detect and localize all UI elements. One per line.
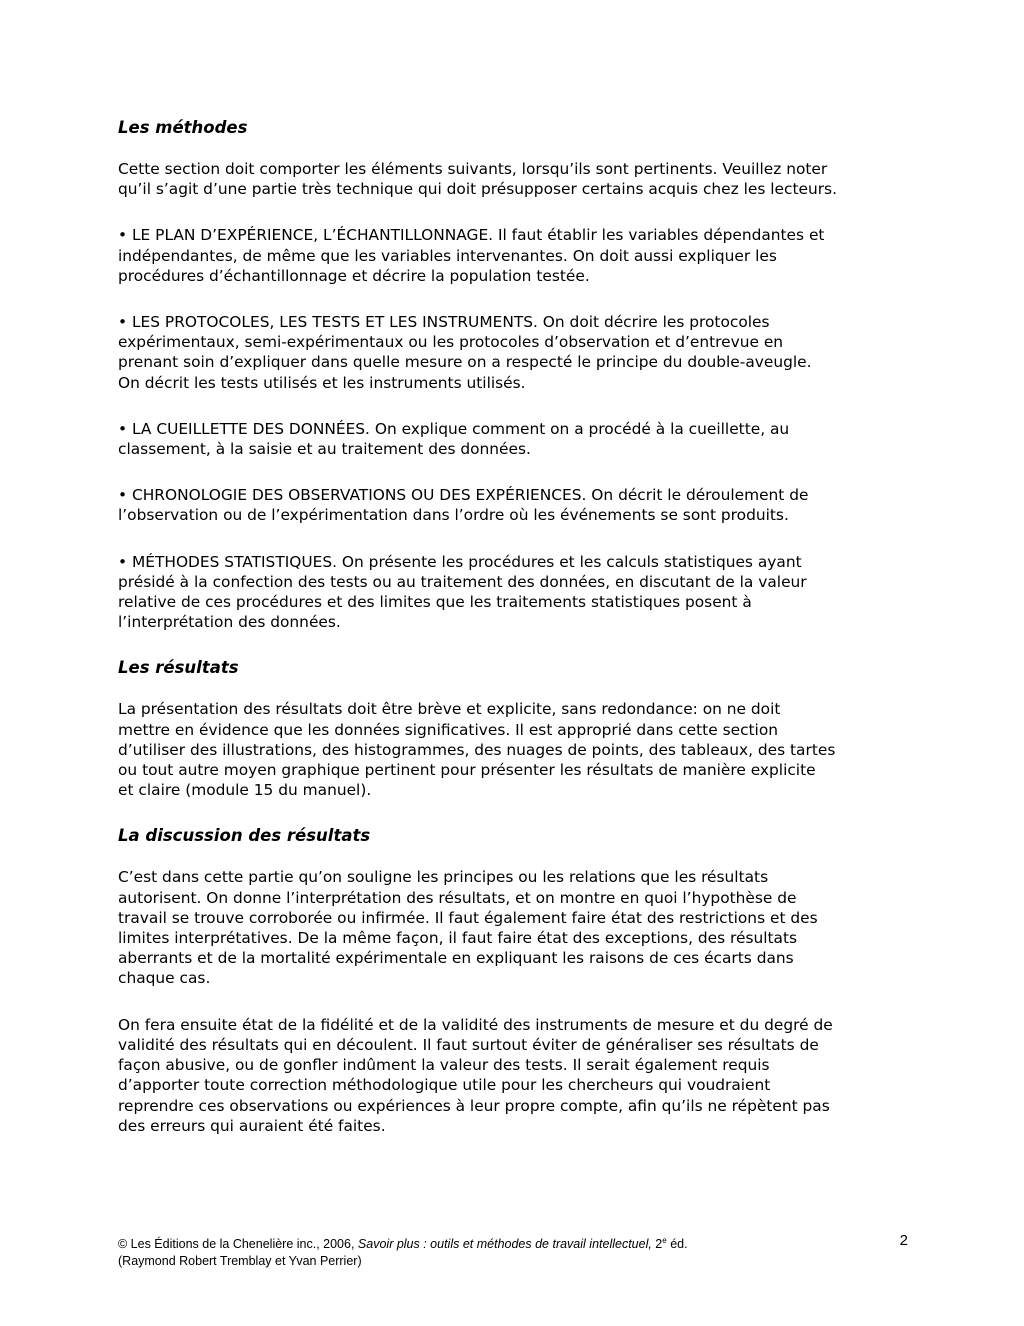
paragraph: [118, 1015, 908, 1136]
text-line: • LA CUEILLETTE DES DONNÉES. On explique comment on a procédé à la cueillette, au: [118, 419, 790, 438]
edition-suffix: éd.: [666, 1237, 688, 1251]
text-line: l’interprétation des données.: [118, 613, 341, 632]
paragraph: [118, 225, 908, 286]
text-line: validité des résultats qui en découlent. Il faut surtout éviter de généraliser ses résultats de: [118, 1035, 819, 1054]
document-body: [118, 118, 908, 1162]
text-line: et claire (module 15 du manuel).: [118, 781, 372, 800]
text-line: façon abusive, ou de gonfler indûment la valeur des tests. Il serait également requis: [118, 1056, 770, 1075]
copyright-text: © Les Éditions de la Chenelière inc., 2006,: [118, 1237, 358, 1251]
text-line: On fera ensuite état de la fidélité et de la validité des instruments de mesure et du degré de: [118, 1015, 833, 1034]
text-line: procédures d’échantillonnage et décrire la population testée.: [118, 266, 590, 285]
paragraph: [118, 312, 908, 393]
text-line: limites interprétatives. De la même façon, il faut faire état des exceptions, des résultats: [118, 929, 798, 948]
text-line: mettre en évidence que les données significatives. Il est approprié dans cette section: [118, 720, 779, 739]
text-line: classement, à la saisie et au traitement des données.: [118, 440, 531, 459]
footer-citation: [118, 1232, 908, 1253]
text-line: On décrit les tests utilisés et les instruments utilisés.: [118, 373, 526, 392]
text-line: • LES PROTOCOLES, LES TESTS ET LES INSTRUMENTS. On doit décrire les protocoles: [118, 313, 770, 332]
text-line: qu’il s’agit d’une partie très technique qui doit présupposer certains acquis chez les lecteurs.: [118, 180, 837, 199]
text-line: • LE PLAN D’EXPÉRIENCE, L’ÉCHANTILLONNAGE. Il faut établir les variables dépendantes et: [118, 226, 825, 245]
text-line: C’est dans cette partie qu’on souligne les principes ou les relations que les résultats: [118, 868, 769, 887]
paragraph: [118, 419, 908, 459]
text-line: d’apporter toute correction méthodologique utile pour les chercheurs qui voudraient: [118, 1076, 771, 1095]
paragraph: [118, 699, 908, 800]
text-line: aberrants et de la mortalité expérimentale en expliquant les raisons de ces écarts dans: [118, 949, 794, 968]
text-line: reprendre ces observations ou expériences à leur propre compte, afin qu’ils ne répètent pas: [118, 1096, 830, 1115]
text-line: ou tout autre moyen graphique pertinent pour présenter les résultats de manière explicite: [118, 761, 816, 780]
paragraph: [118, 867, 908, 988]
text-line: relative de ces procédures et des limites que les traitements statistiques posent à: [118, 593, 752, 612]
section-heading: Les résultats: [118, 658, 239, 678]
text-line: Cette section doit comporter les éléments suivants, lorsqu’ils sont pertinents. Veuillez noter: [118, 160, 828, 178]
section-heading: La discussion des résultats: [118, 826, 371, 846]
text-line: • CHRONOLOGIE DES OBSERVATIONS OU DES EXPÉRIENCES. On décrit le déroulement de: [118, 486, 809, 505]
text-line: • MÉTHODES STATISTIQUES. On présente les procédures et les calculs statistiques ayant: [118, 552, 802, 571]
text-line: des erreurs qui auraient été faites.: [118, 1116, 386, 1135]
text-line: présidé à la confection des tests ou au traitement des données, en discutant de la valeur: [118, 572, 807, 591]
text-line: prenant soin d’expliquer dans quelle mesure on a respecté le principe du double-aveugle.: [118, 353, 812, 372]
text-line: autorisent. On donne l’interprétation des résultats, et on montre en quoi l’hypothèse de: [118, 888, 797, 907]
footer-authors: (Raymond Robert Tremblay et Yvan Perrier): [118, 1254, 362, 1268]
text-line: expérimentaux, semi-expérimentaux ou les protocoles d’observation et d’entrevue en: [118, 333, 784, 352]
book-title: Savoir plus : outils et méthodes de travail intellectuel,: [357, 1237, 652, 1251]
section-heading: Les méthodes: [118, 118, 248, 137]
paragraph: [118, 552, 908, 633]
page-footer: [118, 1232, 908, 1270]
edition-superscript: e: [662, 1236, 667, 1245]
text-line: chaque cas.: [118, 969, 211, 988]
text-line: La présentation des résultats doit être brève et explicite, sans redondance: on ne doit: [118, 700, 781, 719]
text-line: d’utiliser des illustrations, des histogrammes, des nuages de points, des tableaux, des tartes: [118, 740, 836, 759]
page-number: 2: [899, 1232, 908, 1249]
paragraph: [118, 159, 908, 199]
text-line: l’observation ou de l’expérimentation dans l’ordre où les événements se sont produits.: [118, 506, 789, 525]
text-line: indépendantes, de même que les variables intervenantes. On doit aussi expliquer les: [118, 246, 777, 265]
paragraph: [118, 485, 908, 525]
text-line: travail se trouve corroborée ou infirmée. Il faut également faire état des restrictions et des: [118, 908, 818, 927]
edition-number: 2: [651, 1237, 663, 1251]
